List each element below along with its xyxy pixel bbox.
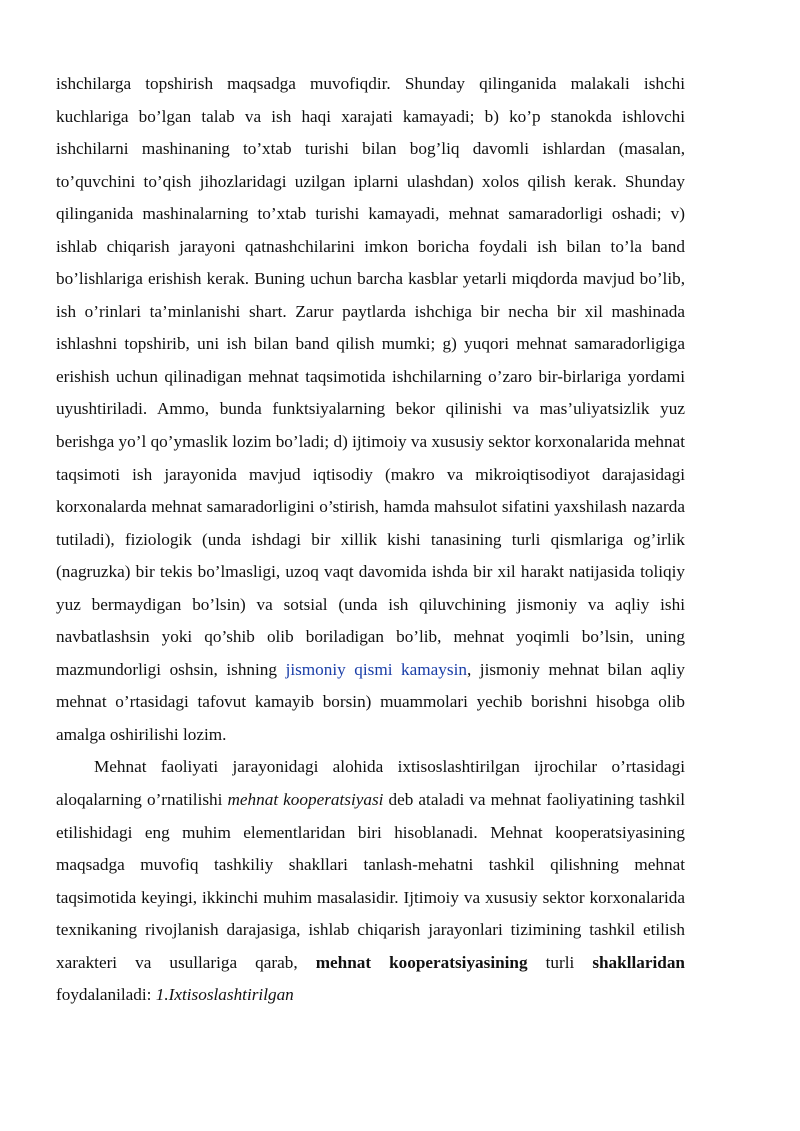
bold-term-2: shakllaridan (592, 952, 685, 972)
highlighted-link-text[interactable]: jismoniy qismi kamaysin (285, 659, 467, 679)
paragraph-2 (56, 751, 685, 1011)
paragraph-1 (56, 68, 685, 751)
paragraph-2-text-mid: deb ataladi va mehnat faoliyatining tashkil etilishidagi eng muhim elementlaridan biri hisoblanadi. Mehnat kooperatsiyasining maqsadga muvofiq tashkiliy shakllari tanlash-mehatni tashkil qilishning mehnat taqsimotida keyingi, ikkinchi muhim masalasidir. Ijtimoiy va xususiy sektor korxonalarida texnikaning rivojlanish darajasiga, ishlab chiqarish jarayonlari tizimining tashkil etilish xarakteri va usullariga qarab, (56, 790, 686, 972)
term-italic: mehnat kooperatsiyasi (227, 790, 384, 810)
paragraph-1-text: ishchilarga topshirish maqsadga muvofiqdir. Shunday qilinganida malakali ishchi kuchlariga bo’lgan talab va ish haqi xarajati kamayadi; b) ko’p stanokda ishlovchi ishchilarni mashinaning to’xtab turishi bilan bog’liq davomli ishlardan (masalan, to’quvchini to’qish jihozlaridagi uzilgan iplarni ulashdan) xolos qilish kerak. Shunday qilinganida mashinalarning to’xtab turishi kamayadi, mehnat samaradorligi oshadi; v) ishlab chiqarish jarayoni qatnashchilarini imkon boricha foydali ish bilan to’la band bo’lishlariga erishish kerak. Buning uchun barcha kasblar yetarli miqdorda mavjud bo’lib, ish o’rinlari ta’minlanishi shart. Zarur paytlarda ishchiga bir necha bir xil mashinada ishlashni topshirib, uni ish bilan band qilish mumki; g) yuqori mehnat samaradorligiga erishish uchun qilinadigan mehnat taqsimotida ishchilarning o’zaro bir-birlariga yordami uyushtiriladi. Ammo, bunda funktsiyalarning bekor qilinishi va mas’uliyatsizlik yuz berishga yo’l qo’ymaslik lozim bo’ladi; d) ijtimoiy va xususiy sektor korxonalarida mehnat taqsimoti ish jarayonida mavjud iqtisodiy (makro va mikroiqtisodiyot darajasidagi korxonalarda mehnat samaradorligini o’stirish, hamda mahsulot sifatini yaxshilash nazarda tutiladi), fiziologik (unda ishdagi bir xillik kishi tanasining turli qismlariga og’irlik (nagruzka) bir tekis bo’lmasligi, uzoq vaqt davomida ishda bir xil harakt natijasida toliqiy yuz bermaydigan bo’lsin) va sotsial (unda ish qiluvchining jismoniy va aqliy ishi navbatlashsin yoki qo’shib olib boriladigan bo’lib, mehnat yoqimli bo’lsin, uning mazmundorligi oshsin, ishning (56, 74, 685, 679)
bold-term-1: mehnat kooperatsiyasining (315, 952, 528, 972)
paragraph-1-text-end: , jismoniy mehnat bilan aqliy mehnat o’rtasidagi tafovut kamayib borsin) muammolari yechib borishni hisobga olib amalga oshirilishi lozim. (56, 659, 685, 744)
document-page (56, 68, 685, 1012)
paragraph-2-text-d: foydalaniladi: (56, 985, 156, 1005)
italic-list-start: 1.Ixtisoslashtirilgan (155, 985, 294, 1005)
paragraph-2-text-c: turli (527, 952, 593, 972)
paragraph-2-text: Mehnat faoliyati jarayonidagi alohida ixtisoslashtirilgan ijrochilar o’rtasidagi aloqalarning o’rnatilishi (56, 757, 685, 810)
